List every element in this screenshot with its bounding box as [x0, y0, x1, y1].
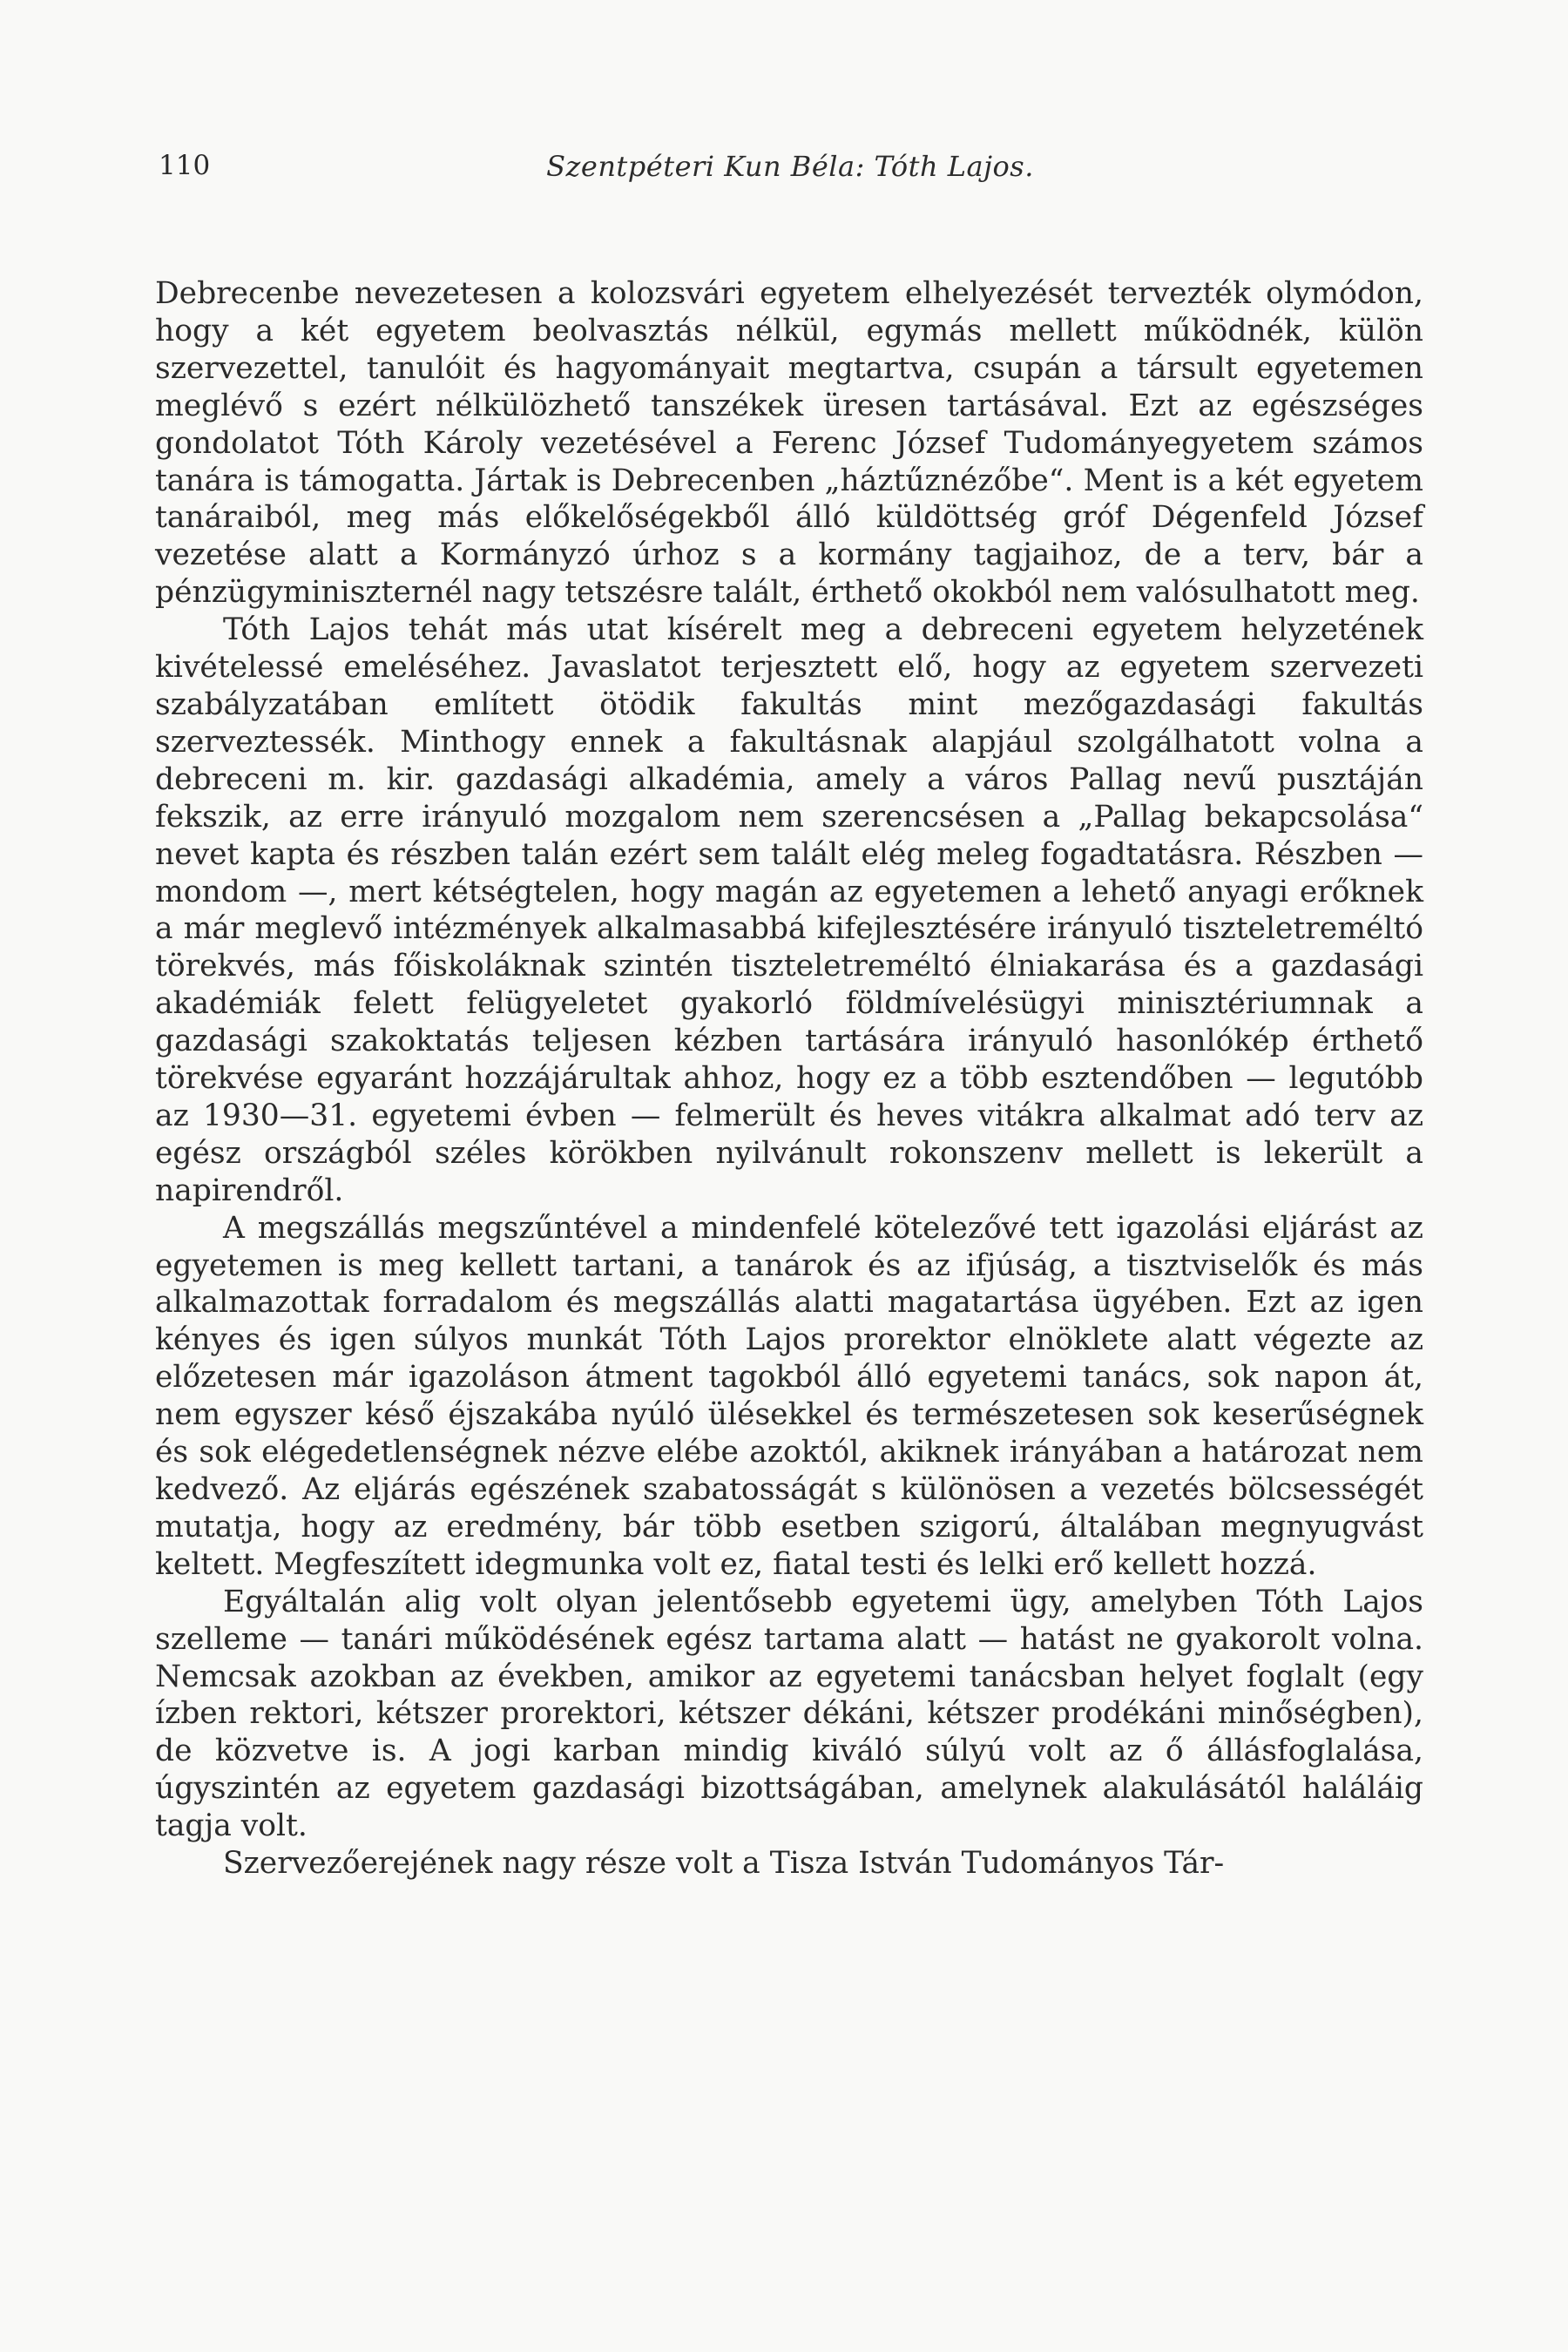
body-text: [155, 275, 1423, 1882]
paragraph: Szervezőerejének nagy része volt a Tisza István Tudományos Tár-: [223, 1846, 1225, 1882]
running-title: Szentpéteri Kun Béla: Tóth Lajos.: [546, 150, 1034, 183]
paragraph: Debrecenbe nevezetesen a kolozsvári egyetem elhelyezését tervezték olymódon, hogy a két egyetem beolvasztás nélkül, egymás mellett működnék, külön szervezettel, tanulóit és hagyományait megtartva, csupán a társult egyetemen meglévő s ezért nélkülözhető tanszékek üresen tartásával. Ezt az egészséges gondolatot Tóth Károly vezetésével a Ferenc József Tudományegyetem számos tanára is támogatta. Jártak is Debrecenben „háztűznézőbe“. Ment is a két egyetem tanáraiból, meg más előkelőségekből álló küldöttség gróf Dégenfeld József vezetése alatt a Kormányzó úrhoz s a kormány tagjaihoz, de a terv, bár a pénzügyminiszternél nagy tetszésre talált, érthető okokból nem valósulhatott meg.: [155, 276, 1423, 611]
page-number: 110: [159, 150, 211, 181]
page-header: [159, 150, 1422, 193]
paragraph: Egyáltalán alig volt olyan jelentősebb egyetemi ügy, amelyben Tóth Lajos szelleme — tanári működésének egész tartama alatt — hatást ne gyakorolt volna. Nemcsak azokban az években, amikor az egyetemi tanácsban helyet foglalt (egy ízben rektori, kétszer prorektori, kétszer dékáni, kétszer prodékáni minőségben), de közvetve is. A jogi karban mindig kiváló súlyú volt az ő állásfoglalása, úgyszintén az egyetem gazdasági bizottságában, amelynek alakulásától haláláig tagja volt.: [155, 1584, 1423, 1844]
paragraph: Tóth Lajos tehát más utat kísérelt meg a debreceni egyetem helyzetének kivételessé emeléséhez. Javaslatot terjesztett elő, hogy az egyetem szervezeti szabályzatában említett ötödik fakultás mint mezőgazdasági fakultás szerveztessék. Minthogy ennek a fakultásnak alapjául szolgálhatott volna a debreceni m. kir. gazdasági alkadémia, amely a város Pallag nevű pusztáján fekszik, az erre irányuló mozgalom nem szerencsésen a „Pallag bekapcsolása“ nevet kapta és részben talán ezért sem talált elég meleg fogadtatásra. Részben — mondom —, mert kétségtelen, hogy magán az egyetemen a lehető anyagi erőknek a már meglevő intézmények alkalmasabbá kifejlesztésére irányuló tiszteletreméltó törekvés, más főiskoláknak szintén tiszteletreméltó élniakarása és a gazdasági akadémiák felett felügyeletet gyakorló földmívelésügyi minisztériumnak a gazdasági szakoktatás teljesen kézben tartására irányuló hasonlókép érthető törekvése egyaránt hozzájárultak ahhoz, hogy ez a több esztendőben — legutóbb az 1930—31. egyetemi évben — felmerült és heves vitákra alkalmat adó terv az egész országból széles körökben nyilvánult rokonszenv mellett is lekerült a napirendről.: [155, 612, 1423, 1208]
paragraph: A megszállás megszűntével a mindenfelé kötelezővé tett igazolási eljárást az egyetemen is meg kellett tartani, a tanárok és az ifjúság, a tisztviselők és más alkalmazottak forradalom és megszállás alatti magatartása ügyében. Ezt az igen kényes és igen súlyos munkát Tóth Lajos prorektor elnöklete alatt végezte az előzetesen már igazoláson átment tagokból álló egyetemi tanács, sok napon át, nem egyszer késő éjszakába nyúló ülésekkel és természetesen sok keserűségnek és sok elégedetlenségnek nézve elébe azoktól, akiknek irányában a határozat nem kedvező. Az eljárás egészének szabatosságát s különösen a vezetés bölcsességét mutatja, hogy az eredmény, bár több esetben szigorú, általában megnyugvást keltett. Megfeszített idegmunka volt ez, fiatal testi és lelki erő kellett hozzá.: [155, 1210, 1423, 1582]
